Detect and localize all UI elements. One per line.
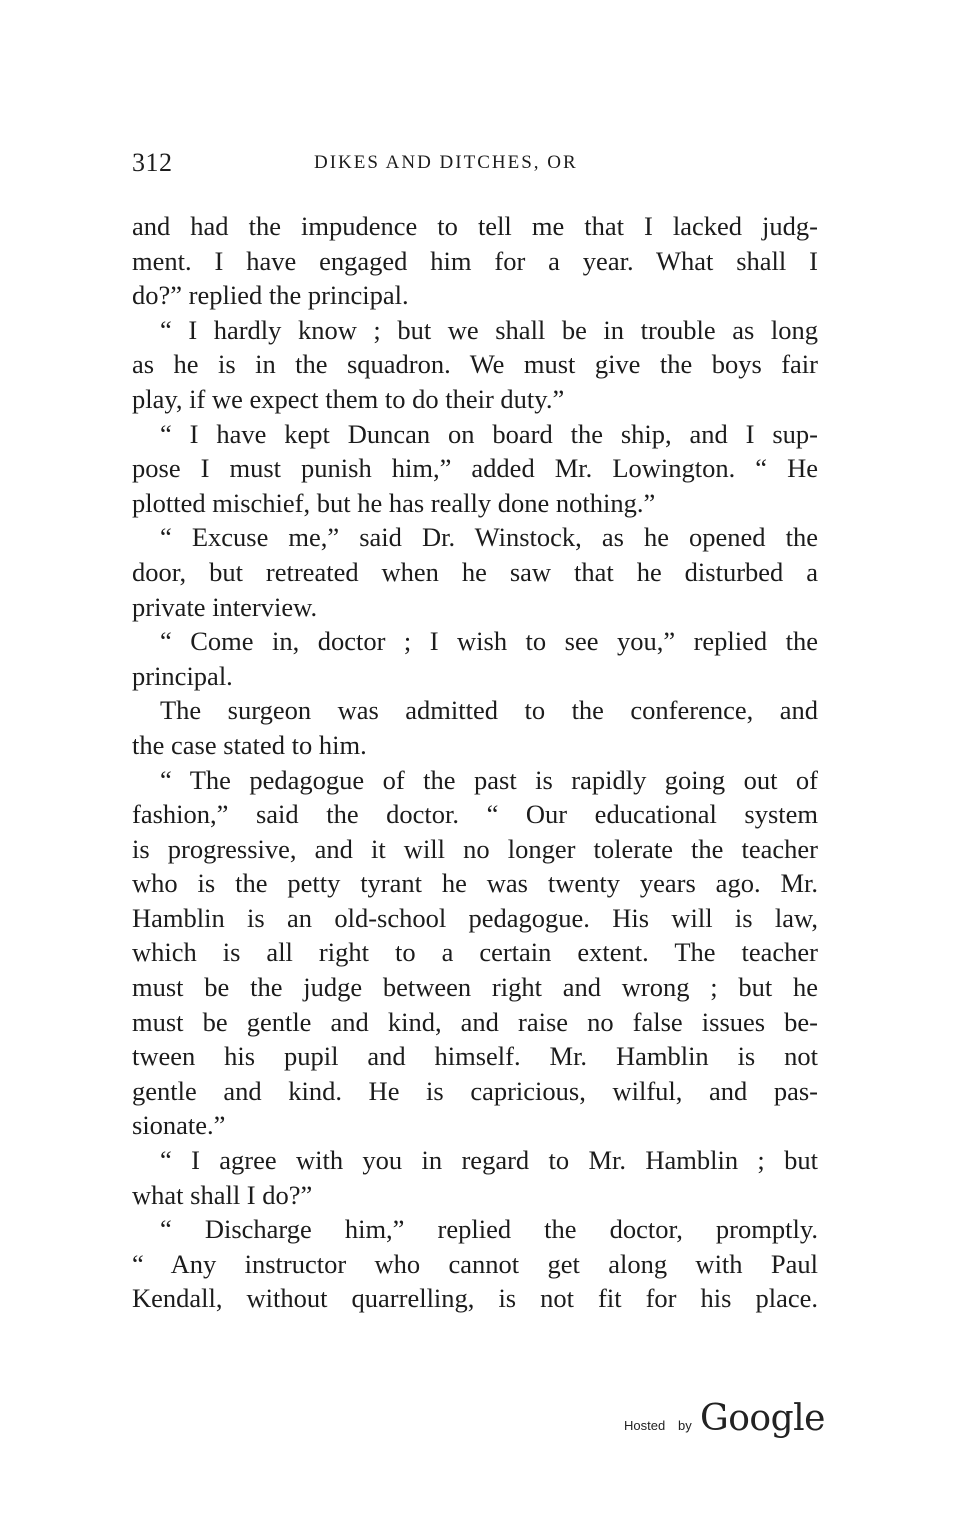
text-line: must be the judge between right and wrong ; but he — [132, 972, 818, 1003]
running-title: DIKES AND DITCHES, OR — [314, 152, 578, 173]
text-line: as he is in the squadron. We must give the boys fair — [132, 349, 818, 380]
text-line: “ I hardly know ; but we shall be in trouble as long — [160, 314, 818, 345]
text-line: “ I agree with you in regard to Mr. Hamblin ; but — [160, 1145, 818, 1176]
text-line: private interview. — [132, 591, 318, 622]
watermark-by-text: by — [678, 1418, 692, 1433]
text-line: do?” replied the principal. — [132, 280, 409, 311]
text-line: “ Any instructor who cannot get along with Paul — [132, 1248, 818, 1279]
text-line: door, but retreated when he saw that he disturbed a — [132, 556, 818, 587]
text-line: tween his pupil and himself. Mr. Hamblin is not — [132, 1041, 818, 1072]
text-line: “ I have kept Duncan on board the ship, and I sup- — [160, 418, 818, 449]
text-line: Hamblin is an old-school pedagogue. His will is law, — [132, 902, 818, 933]
watermark-hosted-text: Hosted — [624, 1418, 666, 1433]
text-line: what shall I do?” — [132, 1179, 313, 1210]
text-line: which is all right to a certain extent. The teacher — [132, 937, 818, 968]
text-line: pose I must punish him,” added Mr. Lowington. “ He — [132, 453, 818, 484]
page-number: 312 — [132, 148, 173, 177]
text-line: “ The pedagogue of the past is rapidly going out of — [160, 764, 818, 795]
text-line: gentle and kind. He is capricious, wilful, and pas- — [132, 1075, 818, 1106]
page-body-text — [132, 209, 818, 1316]
text-line: must be gentle and kind, and raise no false issues be- — [132, 1006, 818, 1037]
text-line: ment. I have engaged him for a year. What shall I — [132, 245, 818, 276]
text-line: and had the impudence to tell me that I lacked judg- — [132, 211, 818, 241]
text-line: plotted mischief, but he has really done nothing.” — [132, 487, 656, 518]
text-line: sionate.” — [132, 1110, 226, 1141]
text-line: “ Excuse me,” said Dr. Winstock, as he opened the — [160, 522, 818, 553]
text-line: principal. — [132, 660, 233, 691]
text-line: “ Discharge him,” replied the doctor, promptly. — [160, 1214, 818, 1245]
text-line: is progressive, and it will no longer tolerate the teacher — [132, 833, 818, 864]
text-line: “ Come in, doctor ; I wish to see you,” replied the — [160, 626, 818, 657]
google-logo: Google — [700, 1398, 825, 1439]
hosted-by-google-watermark — [624, 1398, 824, 1448]
text-line: who is the petty tyrant he was twenty years ago. Mr. — [132, 868, 818, 899]
text-line: fashion,” said the doctor. “ Our educational system — [132, 799, 818, 830]
text-line: the case stated to him. — [132, 729, 367, 760]
text-line: Kendall, without quarrelling, is not fit for his place. — [132, 1283, 818, 1314]
running-head — [132, 148, 822, 188]
text-line: The surgeon was admitted to the conference, and — [160, 695, 818, 726]
text-line: play, if we expect them to do their duty.” — [132, 383, 565, 414]
